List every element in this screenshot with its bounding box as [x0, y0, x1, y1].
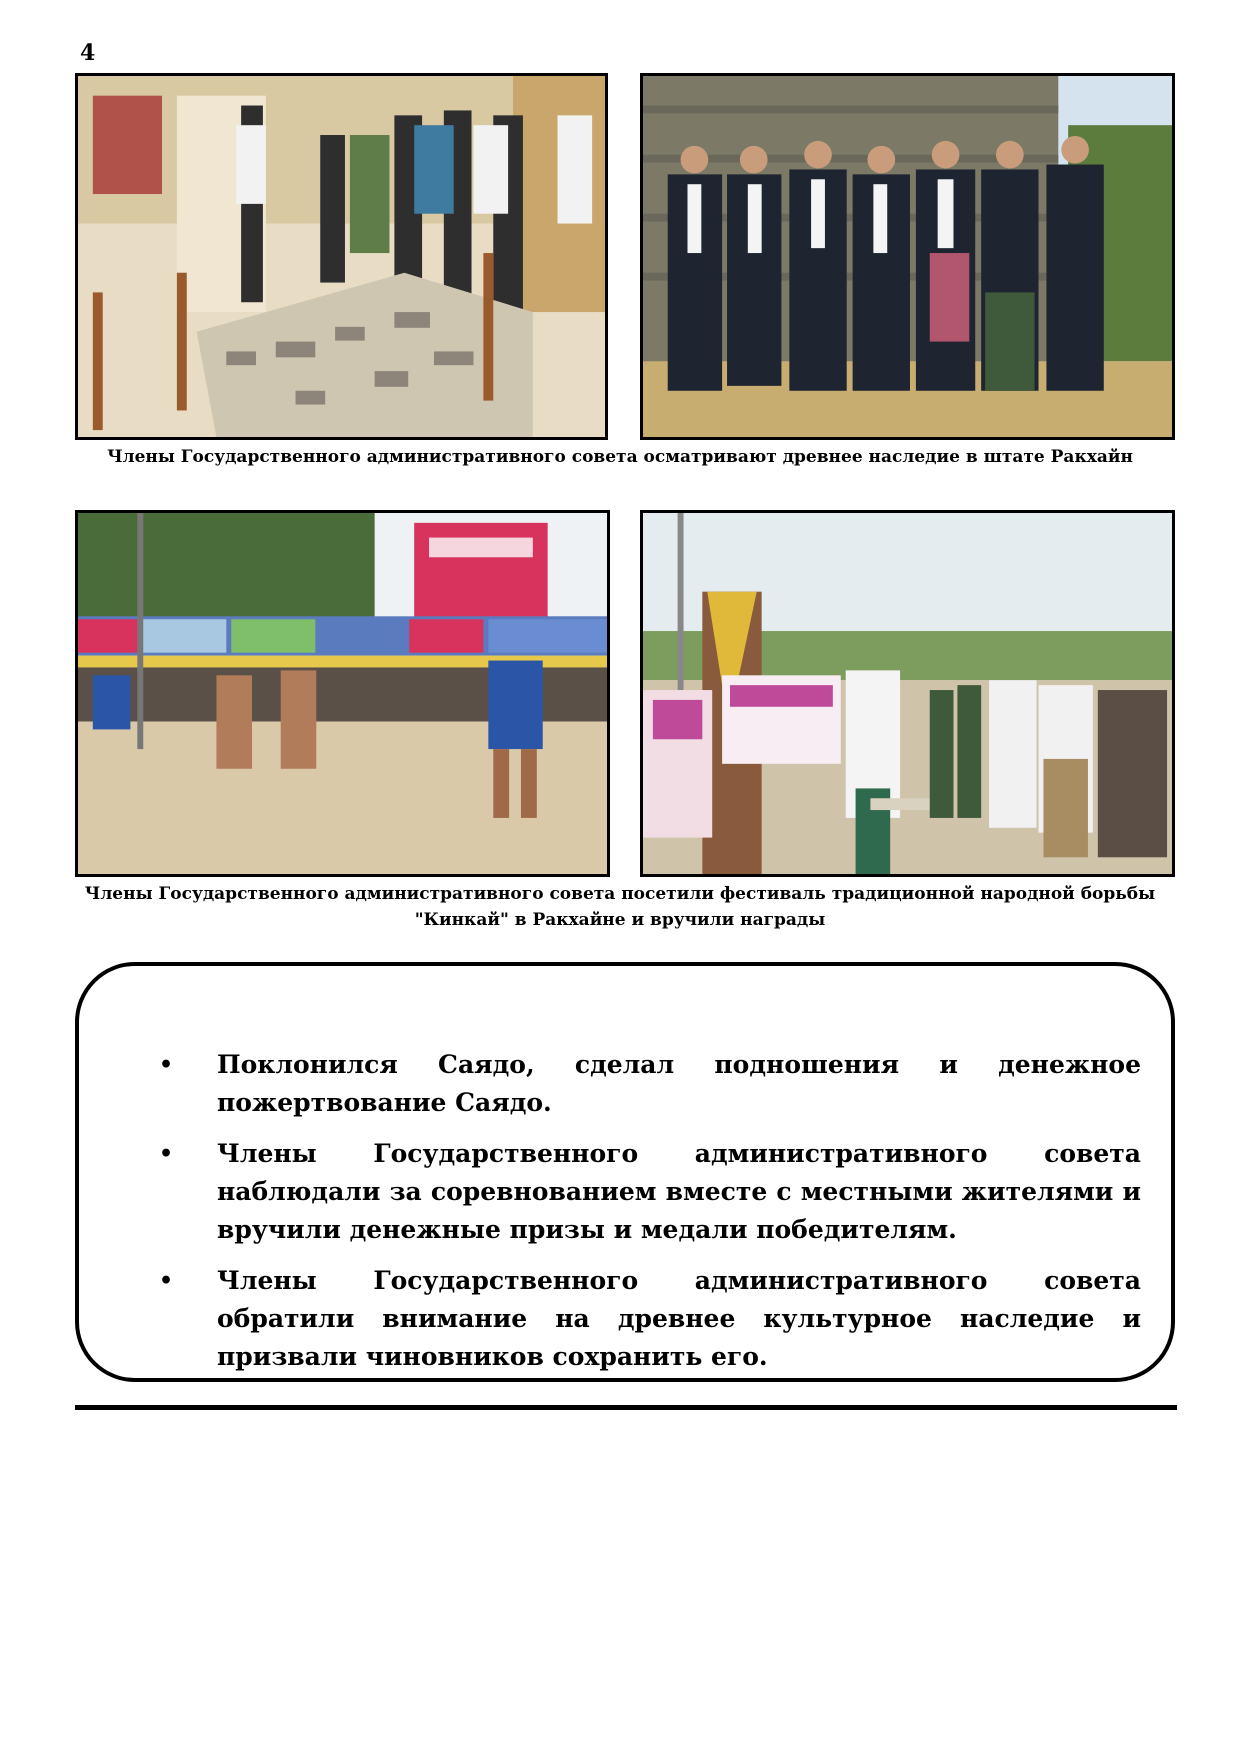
photo-wrestling-match: [75, 510, 610, 877]
summary-item-3: • Члены Государственного административного совета обратили внимание на древнее культурное наследие и призвали чиновников сохранить его.: [139, 1262, 1141, 1376]
summary-item-2: • Члены Государственного административного совета наблюдали за соревнованием вместе с местными жителями и вручили денежные призы и медали победителям.: [139, 1135, 1141, 1249]
summary-box: [75, 962, 1175, 1382]
caption-wrestling-line2: "Кинкай" в Ракхайне и вручили награды: [414, 910, 826, 930]
caption-wrestling-line1: Члены Государственного административного совета посетили фестиваль традиционной народной борьбы: [84, 884, 1156, 904]
bottom-divider: [75, 1405, 1177, 1410]
photo-museum-visit: [75, 73, 608, 440]
caption-heritage: Члены Государственного административного совета осматривают древнее наследие в штате Ракхайн: [107, 447, 1133, 467]
summary-item-1: • Поклонился Саядо, сделал подношения и денежное пожертвование Саядо.: [139, 1046, 1141, 1122]
photo-officials-at-temple: [640, 73, 1175, 440]
summary-list: [139, 1046, 1141, 1389]
page-number: 4: [80, 40, 96, 66]
photo-prize-ceremony: [640, 510, 1175, 877]
